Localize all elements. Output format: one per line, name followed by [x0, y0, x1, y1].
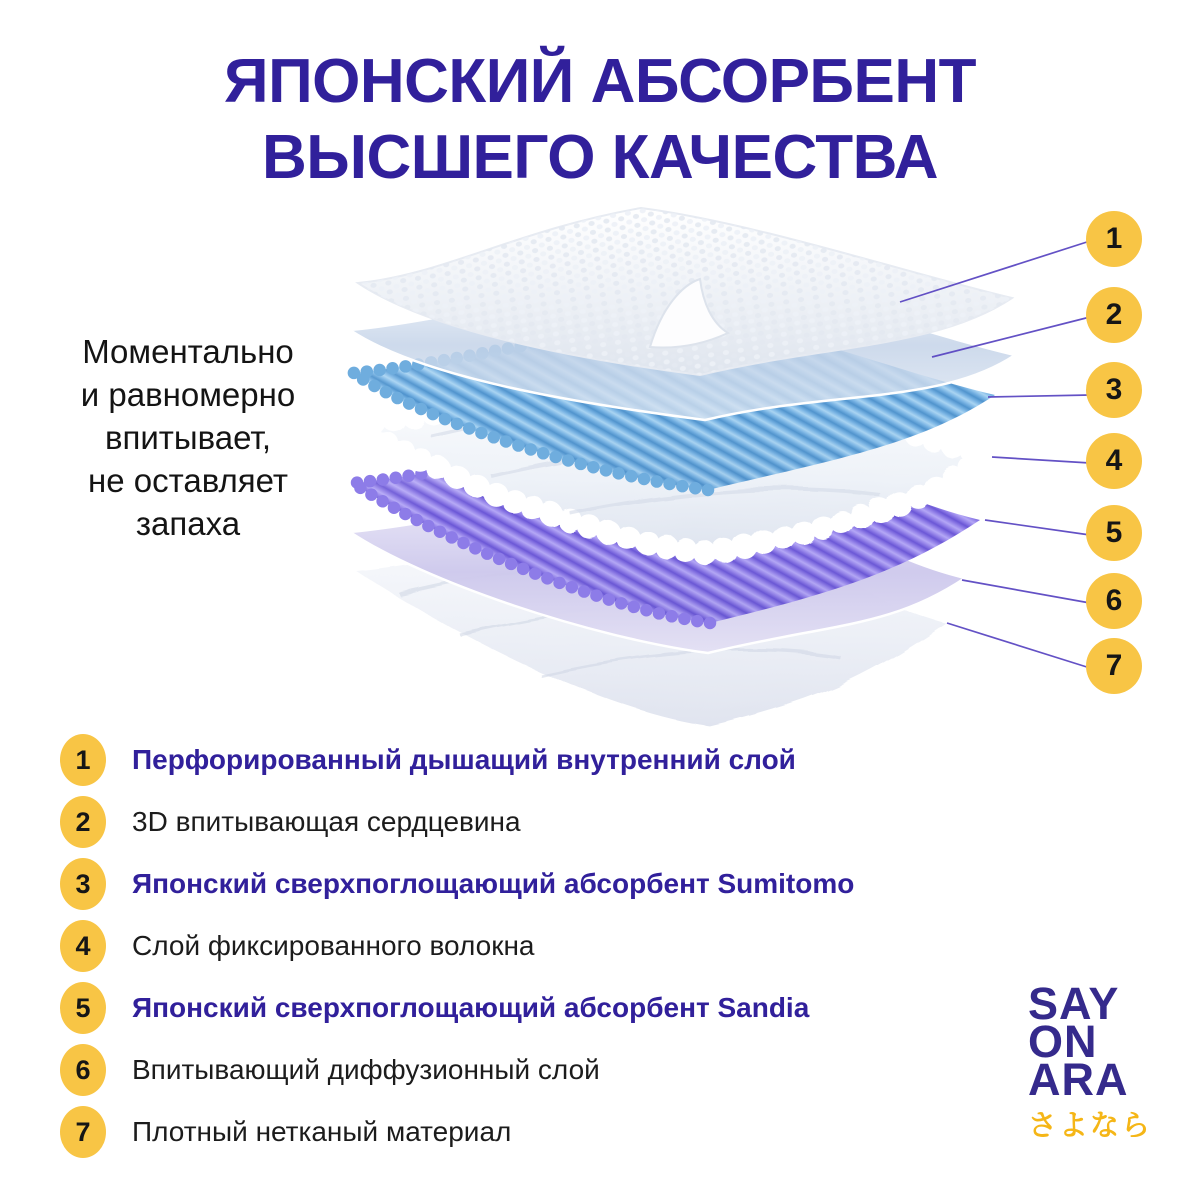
- legend-row-5: [60, 977, 1160, 1039]
- layer-legend: [60, 729, 1160, 1163]
- layer-marker-1: 1: [1086, 211, 1142, 267]
- legend-number-badge-1: 1: [60, 734, 106, 786]
- legend-row-6: [60, 1039, 1160, 1101]
- legend-row-3: [60, 853, 1160, 915]
- legend-row-4: [60, 915, 1160, 977]
- legend-label-2: 3D впитывающая сердцевина: [132, 806, 521, 837]
- legend-number-badge-5: 5: [60, 982, 106, 1034]
- description-line: запаха: [135, 505, 241, 542]
- layer-marker-4: 4: [1086, 433, 1142, 489]
- description-line: впитывает,: [104, 419, 272, 456]
- page-title-line-2: ВЫСШЕГО КАЧЕСТВА: [261, 123, 939, 192]
- description-line: Моментально: [82, 333, 294, 370]
- legend-number-badge-2: 2: [60, 796, 106, 848]
- legend-number-badge-6: 6: [60, 1044, 106, 1096]
- brand-tagline-japanese: さよなら: [1028, 1110, 1153, 1142]
- legend-label-1: Перфорированный дышащий внутренний слой: [132, 744, 796, 775]
- legend-label-7: Плотный нетканый материал: [132, 1116, 512, 1147]
- brand-line-say: SAY: [1028, 978, 1120, 1029]
- legend-number-badge-4: 4: [60, 920, 106, 972]
- legend-row-1: [60, 729, 1160, 791]
- legend-label-5: Японский сверхпоглощающий абсорбент Sandia: [132, 992, 810, 1023]
- layer-marker-3: 3: [1086, 362, 1142, 418]
- layer-marker-5: 5: [1086, 505, 1142, 561]
- layer-stack-illustration: [340, 195, 1100, 740]
- brand-line-ara: ARA: [1028, 1054, 1129, 1105]
- description-line: и равномерно: [80, 376, 296, 413]
- layer-marker-6: 6: [1086, 573, 1142, 629]
- hero-description: [28, 330, 348, 545]
- leader-line-6: [962, 580, 1090, 603]
- description-line: не оставляет: [88, 462, 288, 499]
- brand-line-on: ON: [1028, 1016, 1098, 1067]
- leader-line-4: [992, 457, 1090, 463]
- legend-label-3: Японский сверхпоглощающий абсорбент Sumitomo: [132, 868, 855, 899]
- page-title-line-1: ЯПОНСКИЙ АБСОРБЕНТ: [224, 47, 976, 116]
- leader-line-3: [988, 395, 1090, 397]
- layer-marker-7: 7: [1086, 638, 1142, 694]
- legend-row-2: [60, 791, 1160, 853]
- page-title: [0, 44, 1200, 196]
- leader-line-7: [947, 623, 1090, 668]
- leader-line-5: [985, 520, 1090, 535]
- legend-row-7: [60, 1101, 1160, 1163]
- brand-logo: [1028, 978, 1178, 1145]
- legend-number-badge-3: 3: [60, 858, 106, 910]
- layer-marker-2: 2: [1086, 287, 1142, 343]
- legend-label-6: Впитывающий диффузионный слой: [132, 1054, 600, 1085]
- legend-label-4: Слой фиксированного волокна: [132, 930, 535, 961]
- legend-number-badge-7: 7: [60, 1106, 106, 1158]
